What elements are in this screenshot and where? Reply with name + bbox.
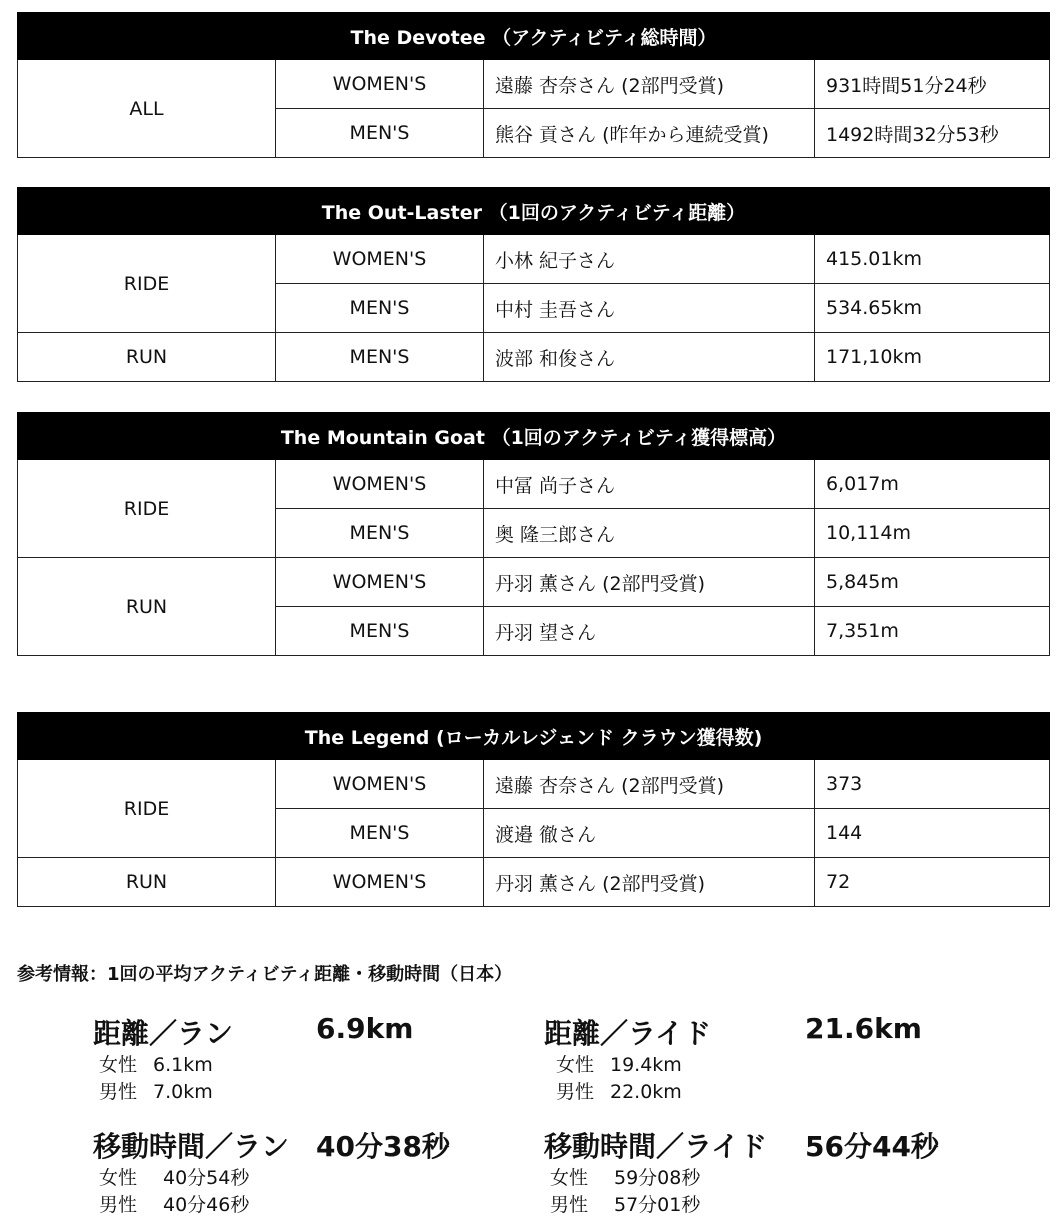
female-label: 女性 (99, 1167, 138, 1189)
athlete-name-cell: 丹羽 望さん (484, 607, 815, 656)
stat-value: 21.6km (805, 1012, 922, 1045)
value-cell: 373 (815, 760, 1050, 809)
stat-female (544, 1165, 767, 1192)
value-cell: 72 (815, 858, 1050, 907)
stat-header (93, 1125, 450, 1165)
category-cell: RIDE (18, 460, 276, 558)
stat-male (93, 1192, 289, 1219)
athlete-name-cell: 波部 和俊さん (484, 333, 815, 382)
athlete-name-cell: 丹羽 薫さん (2部門受賞) (484, 858, 815, 907)
athlete-name-cell: 奥 隆三郎さん (484, 509, 815, 558)
stat-moving-time-run (93, 1125, 450, 1219)
award-title: The Mountain Goat （1回のアクティビティ獲得標高） (18, 413, 1050, 460)
stat-label: 移動時間／ライド (544, 1130, 768, 1163)
table-row (18, 333, 1050, 382)
category-cell: RUN (18, 858, 276, 907)
male-label: 男性 (99, 1194, 138, 1216)
table-row (18, 760, 1050, 809)
table-row (18, 558, 1050, 607)
athlete-name-cell: 中村 圭吾さん (484, 284, 815, 333)
athlete-name-cell: 丹羽 薫さん (2部門受賞) (484, 558, 815, 607)
value-cell: 1492時間32分53秒 (815, 109, 1050, 158)
female-value: 40分54秒 (163, 1167, 250, 1189)
gender-cell: MEN'S (276, 284, 484, 333)
gender-cell: MEN'S (276, 607, 484, 656)
stat-label: 距離／ライド (544, 1017, 712, 1050)
female-value: 19.4km (610, 1054, 682, 1076)
athlete-name-cell: 熊谷 貢さん (昨年から連続受賞) (484, 109, 815, 158)
award-title: The Out-Laster （1回のアクティビティ距離） (18, 188, 1050, 235)
male-label: 男性 (556, 1081, 595, 1103)
athlete-name-cell: 小林 紀子さん (484, 235, 815, 284)
male-value: 40分46秒 (163, 1194, 250, 1216)
stat-value: 56分44秒 (805, 1130, 939, 1163)
athlete-name-cell: 遠藤 杏奈さん (2部門受賞) (484, 60, 815, 109)
award-table (17, 187, 1050, 382)
stat-distance-run (93, 1012, 414, 1106)
value-cell: 7,351m (815, 607, 1050, 656)
value-cell: 171,10km (815, 333, 1050, 382)
award-title: The Devotee （アクティビティ総時間） (18, 13, 1050, 60)
stat-label: 移動時間／ラン (93, 1130, 290, 1163)
value-cell: 144 (815, 809, 1050, 858)
female-value: 59分08秒 (614, 1167, 701, 1189)
male-label: 男性 (550, 1194, 589, 1216)
gender-cell: WOMEN'S (276, 558, 484, 607)
table-row (18, 235, 1050, 284)
gender-cell: MEN'S (276, 509, 484, 558)
stat-male (93, 1079, 233, 1106)
value-cell: 5,845m (815, 558, 1050, 607)
gender-cell: MEN'S (276, 333, 484, 382)
gender-cell: WOMEN'S (276, 235, 484, 284)
value-cell: 10,114m (815, 509, 1050, 558)
value-cell: 415.01km (815, 235, 1050, 284)
male-value: 22.0km (610, 1081, 682, 1103)
gender-cell: WOMEN'S (276, 460, 484, 509)
stat-male (544, 1192, 767, 1219)
value-cell: 931時間51分24秒 (815, 60, 1050, 109)
stat-value: 6.9km (316, 1012, 414, 1045)
male-label: 男性 (99, 1081, 138, 1103)
reference-title: 参考情報：1回の平均アクティビティ距離・移動時間（日本） (17, 964, 513, 985)
category-cell: ALL (18, 60, 276, 158)
stat-header (93, 1012, 414, 1052)
value-cell: 6,017m (815, 460, 1050, 509)
male-value: 7.0km (153, 1081, 213, 1103)
athlete-name-cell: 渡邉 徹さん (484, 809, 815, 858)
athlete-name-cell: 遠藤 杏奈さん (2部門受賞) (484, 760, 815, 809)
stat-female (544, 1052, 711, 1079)
stat-label: 距離／ラン (93, 1017, 234, 1050)
stat-female (93, 1052, 233, 1079)
stat-header (544, 1012, 922, 1052)
gender-cell: MEN'S (276, 809, 484, 858)
stat-moving-time-ride (544, 1125, 939, 1219)
stat-distance-ride (544, 1012, 922, 1106)
category-cell: RUN (18, 558, 276, 656)
value-cell: 534.65km (815, 284, 1050, 333)
award-title: The Legend (ローカルレジェンド クラウン獲得数) (18, 713, 1050, 760)
gender-cell: WOMEN'S (276, 858, 484, 907)
stat-value: 40分38秒 (316, 1130, 450, 1163)
award-table (17, 712, 1050, 907)
female-label: 女性 (556, 1054, 595, 1076)
award-table (17, 412, 1050, 656)
stat-male (544, 1079, 711, 1106)
gender-cell: MEN'S (276, 109, 484, 158)
athlete-name-cell: 中冨 尚子さん (484, 460, 815, 509)
category-cell: RUN (18, 333, 276, 382)
stat-female (93, 1165, 289, 1192)
female-label: 女性 (550, 1167, 589, 1189)
gender-cell: WOMEN'S (276, 60, 484, 109)
female-label: 女性 (99, 1054, 138, 1076)
category-cell: RIDE (18, 235, 276, 333)
award-table (17, 12, 1050, 158)
female-value: 6.1km (153, 1054, 213, 1076)
male-value: 57分01秒 (614, 1194, 701, 1216)
table-row (18, 460, 1050, 509)
gender-cell: WOMEN'S (276, 760, 484, 809)
table-row (18, 60, 1050, 109)
table-row (18, 858, 1050, 907)
category-cell: RIDE (18, 760, 276, 858)
stat-header (544, 1125, 939, 1165)
